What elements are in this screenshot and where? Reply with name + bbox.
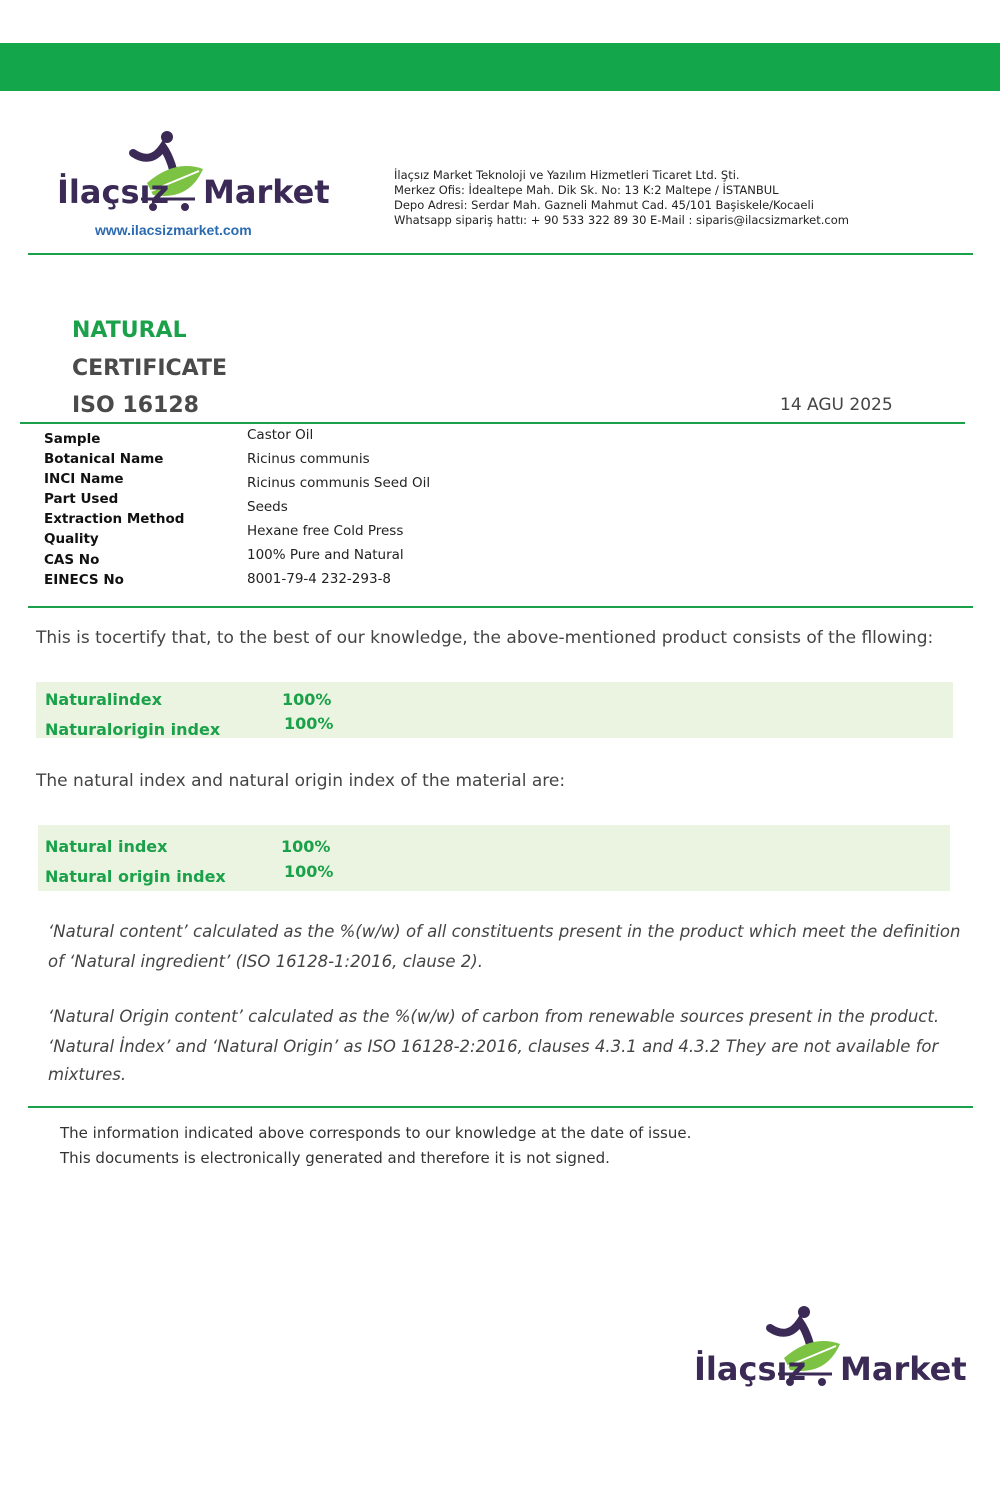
certificate-date: 14 AGU 2025 <box>780 395 893 415</box>
property-labels <box>44 429 184 590</box>
title-divider <box>20 422 965 424</box>
property-label: Part Used <box>44 491 119 508</box>
certify-statement: This is tocertify that, to the best of our knowledge, the above-mentioned product consists of the fllowing: <box>36 628 934 648</box>
index-box-1 <box>36 682 953 738</box>
company-contact: Whatsapp sipariş hattı: + 90 533 322 89 30 E-Mail : siparis@ilacsizmarket.com <box>394 213 849 227</box>
properties-divider <box>28 606 973 608</box>
note-line: of ‘Natural ingredient’ (ISO 16128-1:2016, clause 2). <box>48 952 483 971</box>
property-value: Seeds <box>247 499 288 515</box>
note-line: ‘Natural Origin content’ calculated as the %(w/w) of carbon from renewable sources present in the product. <box>48 1007 940 1026</box>
certificate-title-iso: ISO 16128 <box>72 393 199 418</box>
top-color-bar <box>0 43 1000 91</box>
certificate-title-certificate: CERTIFICATE <box>72 356 228 381</box>
index-value: 100% <box>282 690 332 709</box>
index-statement: The natural index and natural origin index of the material are: <box>36 771 566 791</box>
property-value: Castor Oil <box>247 427 314 443</box>
certificate-title-natural: NATURAL <box>72 318 187 343</box>
company-office-address: Merkez Ofis: İdealtepe Mah. Dik Sk. No: 13 K:2 Maltepe / İSTANBUL <box>394 183 779 197</box>
company-name: İlaçsız Market Teknoloji ve Yazılım Hizmetleri Ticaret Ltd. Şti. <box>394 168 740 182</box>
footer-line: This documents is electronically generated and therefore it is not signed. <box>60 1149 610 1167</box>
property-value: 100% Pure and Natural <box>247 547 404 563</box>
index-label: Natural origin index <box>45 867 226 886</box>
brand-logo-footer <box>692 1300 967 1395</box>
website-url[interactable]: www.ilacsizmarket.com <box>95 222 252 238</box>
property-values <box>247 425 430 593</box>
logo-word-right: Market <box>203 173 330 211</box>
property-value: 8001-79-4 232-293-8 <box>247 571 392 587</box>
index-label: Naturalindex <box>45 690 162 709</box>
note-line: ‘Natural content’ calculated as the %(w/w) of all constituents present in the product which meet the definition <box>48 922 961 941</box>
property-label: EINECS No <box>44 571 124 588</box>
property-label: INCI Name <box>44 471 124 488</box>
index-value: 100% <box>281 837 331 856</box>
company-depot-address: Depo Adresi: Serdar Mah. Gazneli Mahmut Cad. 45/101 Başiskele/Kocaeli <box>394 198 814 212</box>
footer-line: The information indicated above corresponds to our knowledge at the date of issue. <box>60 1124 692 1142</box>
logo-word-left: İlaçsız <box>694 1350 807 1388</box>
footer-divider <box>28 1106 973 1108</box>
logo-word-right: Market <box>840 1350 967 1388</box>
natural-content-note <box>48 917 961 977</box>
property-label: Extraction Method <box>44 511 185 528</box>
note-line: mixtures. <box>48 1065 127 1084</box>
index-value: 100% <box>284 862 334 881</box>
footer-disclaimer <box>60 1121 691 1171</box>
property-label: Botanical Name <box>44 451 164 468</box>
note-line: ‘Natural İndex’ and ‘Natural Origin’ as ISO 16128-2:2016, clauses 4.3.1 and 4.3.2 They are not available for <box>48 1037 939 1056</box>
property-value: Ricinus communis Seed Oil <box>247 475 431 491</box>
property-label: Quality <box>44 531 99 548</box>
property-value: Hexane free Cold Press <box>247 523 404 539</box>
index-box-2 <box>38 825 950 891</box>
index-label: Natural index <box>45 837 168 856</box>
index-value: 100% <box>284 714 334 733</box>
natural-origin-note <box>48 1002 958 1088</box>
company-info <box>394 168 849 228</box>
property-value: Ricinus communis <box>247 451 370 467</box>
property-label: CAS No <box>44 551 100 568</box>
index-label: Naturalorigin index <box>45 720 221 739</box>
brand-logo-header <box>55 125 330 220</box>
header-divider <box>28 253 973 255</box>
property-label: Sample <box>44 431 101 447</box>
logo-word-left: İlaçsız <box>57 173 170 211</box>
